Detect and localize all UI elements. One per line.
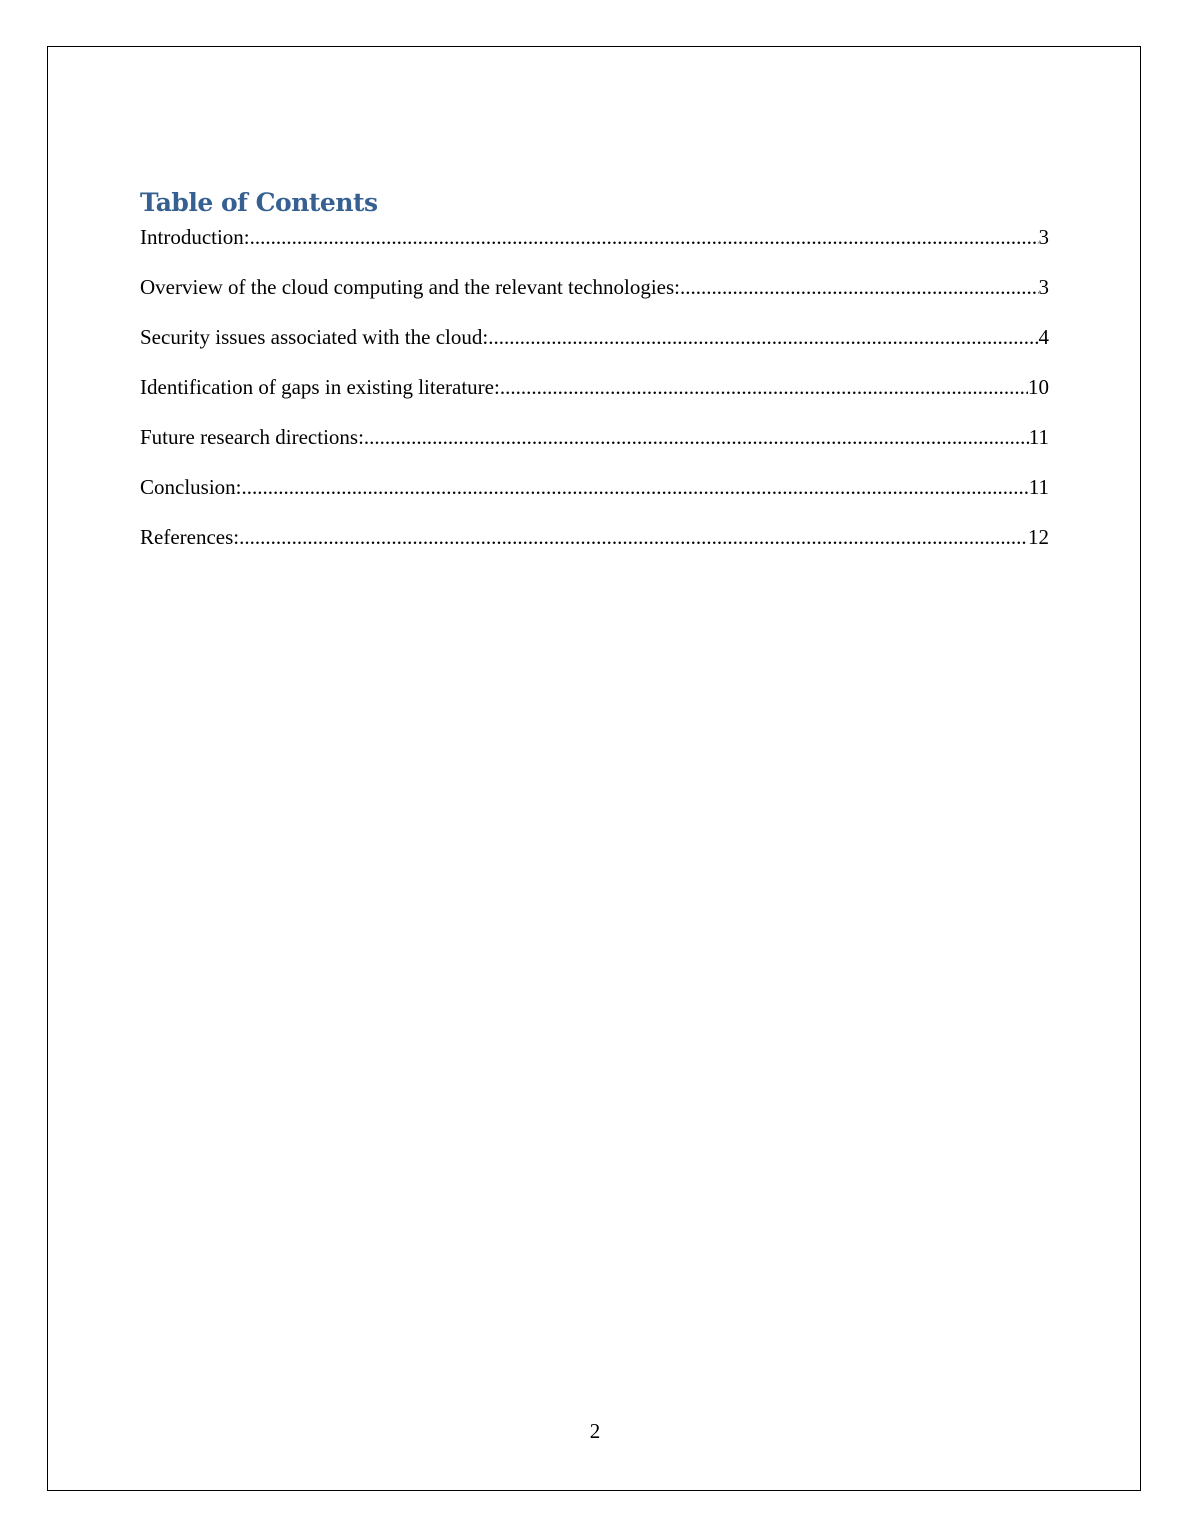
dot-leader [242,471,1029,503]
toc-entry-page: 10 [1028,375,1049,399]
toc-entry-gaps[interactable] [140,371,1049,403]
dot-leader [488,321,1038,353]
toc-entry-security-issues[interactable] [140,321,1049,353]
toc-entry-page: 11 [1028,475,1049,499]
dot-leader [500,371,1028,403]
toc-heading: Table of Contents [140,188,378,217]
toc-entry-title: Conclusion: [140,475,242,499]
toc-entry-title: References: [140,525,240,549]
toc-entry-title: Overview of the cloud computing and the relevant technologies: [140,275,681,299]
toc-entry-title: Security issues associated with the cloud: [140,325,489,349]
toc-entry-page: 3 [1038,275,1049,299]
page-number: 2 [589,1419,601,1443]
dot-leader [250,221,1039,253]
toc-entry-introduction[interactable] [140,221,1049,253]
page-content [140,185,1049,571]
toc-entry-title: Identification of gaps in existing literature: [140,375,500,399]
toc-entry-future-research[interactable] [140,421,1049,453]
toc-entry-overview[interactable] [140,271,1049,303]
dot-leader [364,421,1029,453]
toc-entry-conclusion[interactable] [140,471,1049,503]
toc-entry-page: 12 [1028,525,1049,549]
toc-entry-page: 3 [1038,225,1049,249]
toc-entry-title: Future research directions: [140,425,364,449]
dot-leader [239,521,1028,553]
toc-entry-page: 4 [1038,325,1049,349]
toc-list [140,221,1049,553]
toc-entry-references[interactable] [140,521,1049,553]
toc-entry-title: Introduction: [140,225,250,249]
toc-entry-page: 11 [1028,425,1049,449]
dot-leader [680,271,1038,303]
